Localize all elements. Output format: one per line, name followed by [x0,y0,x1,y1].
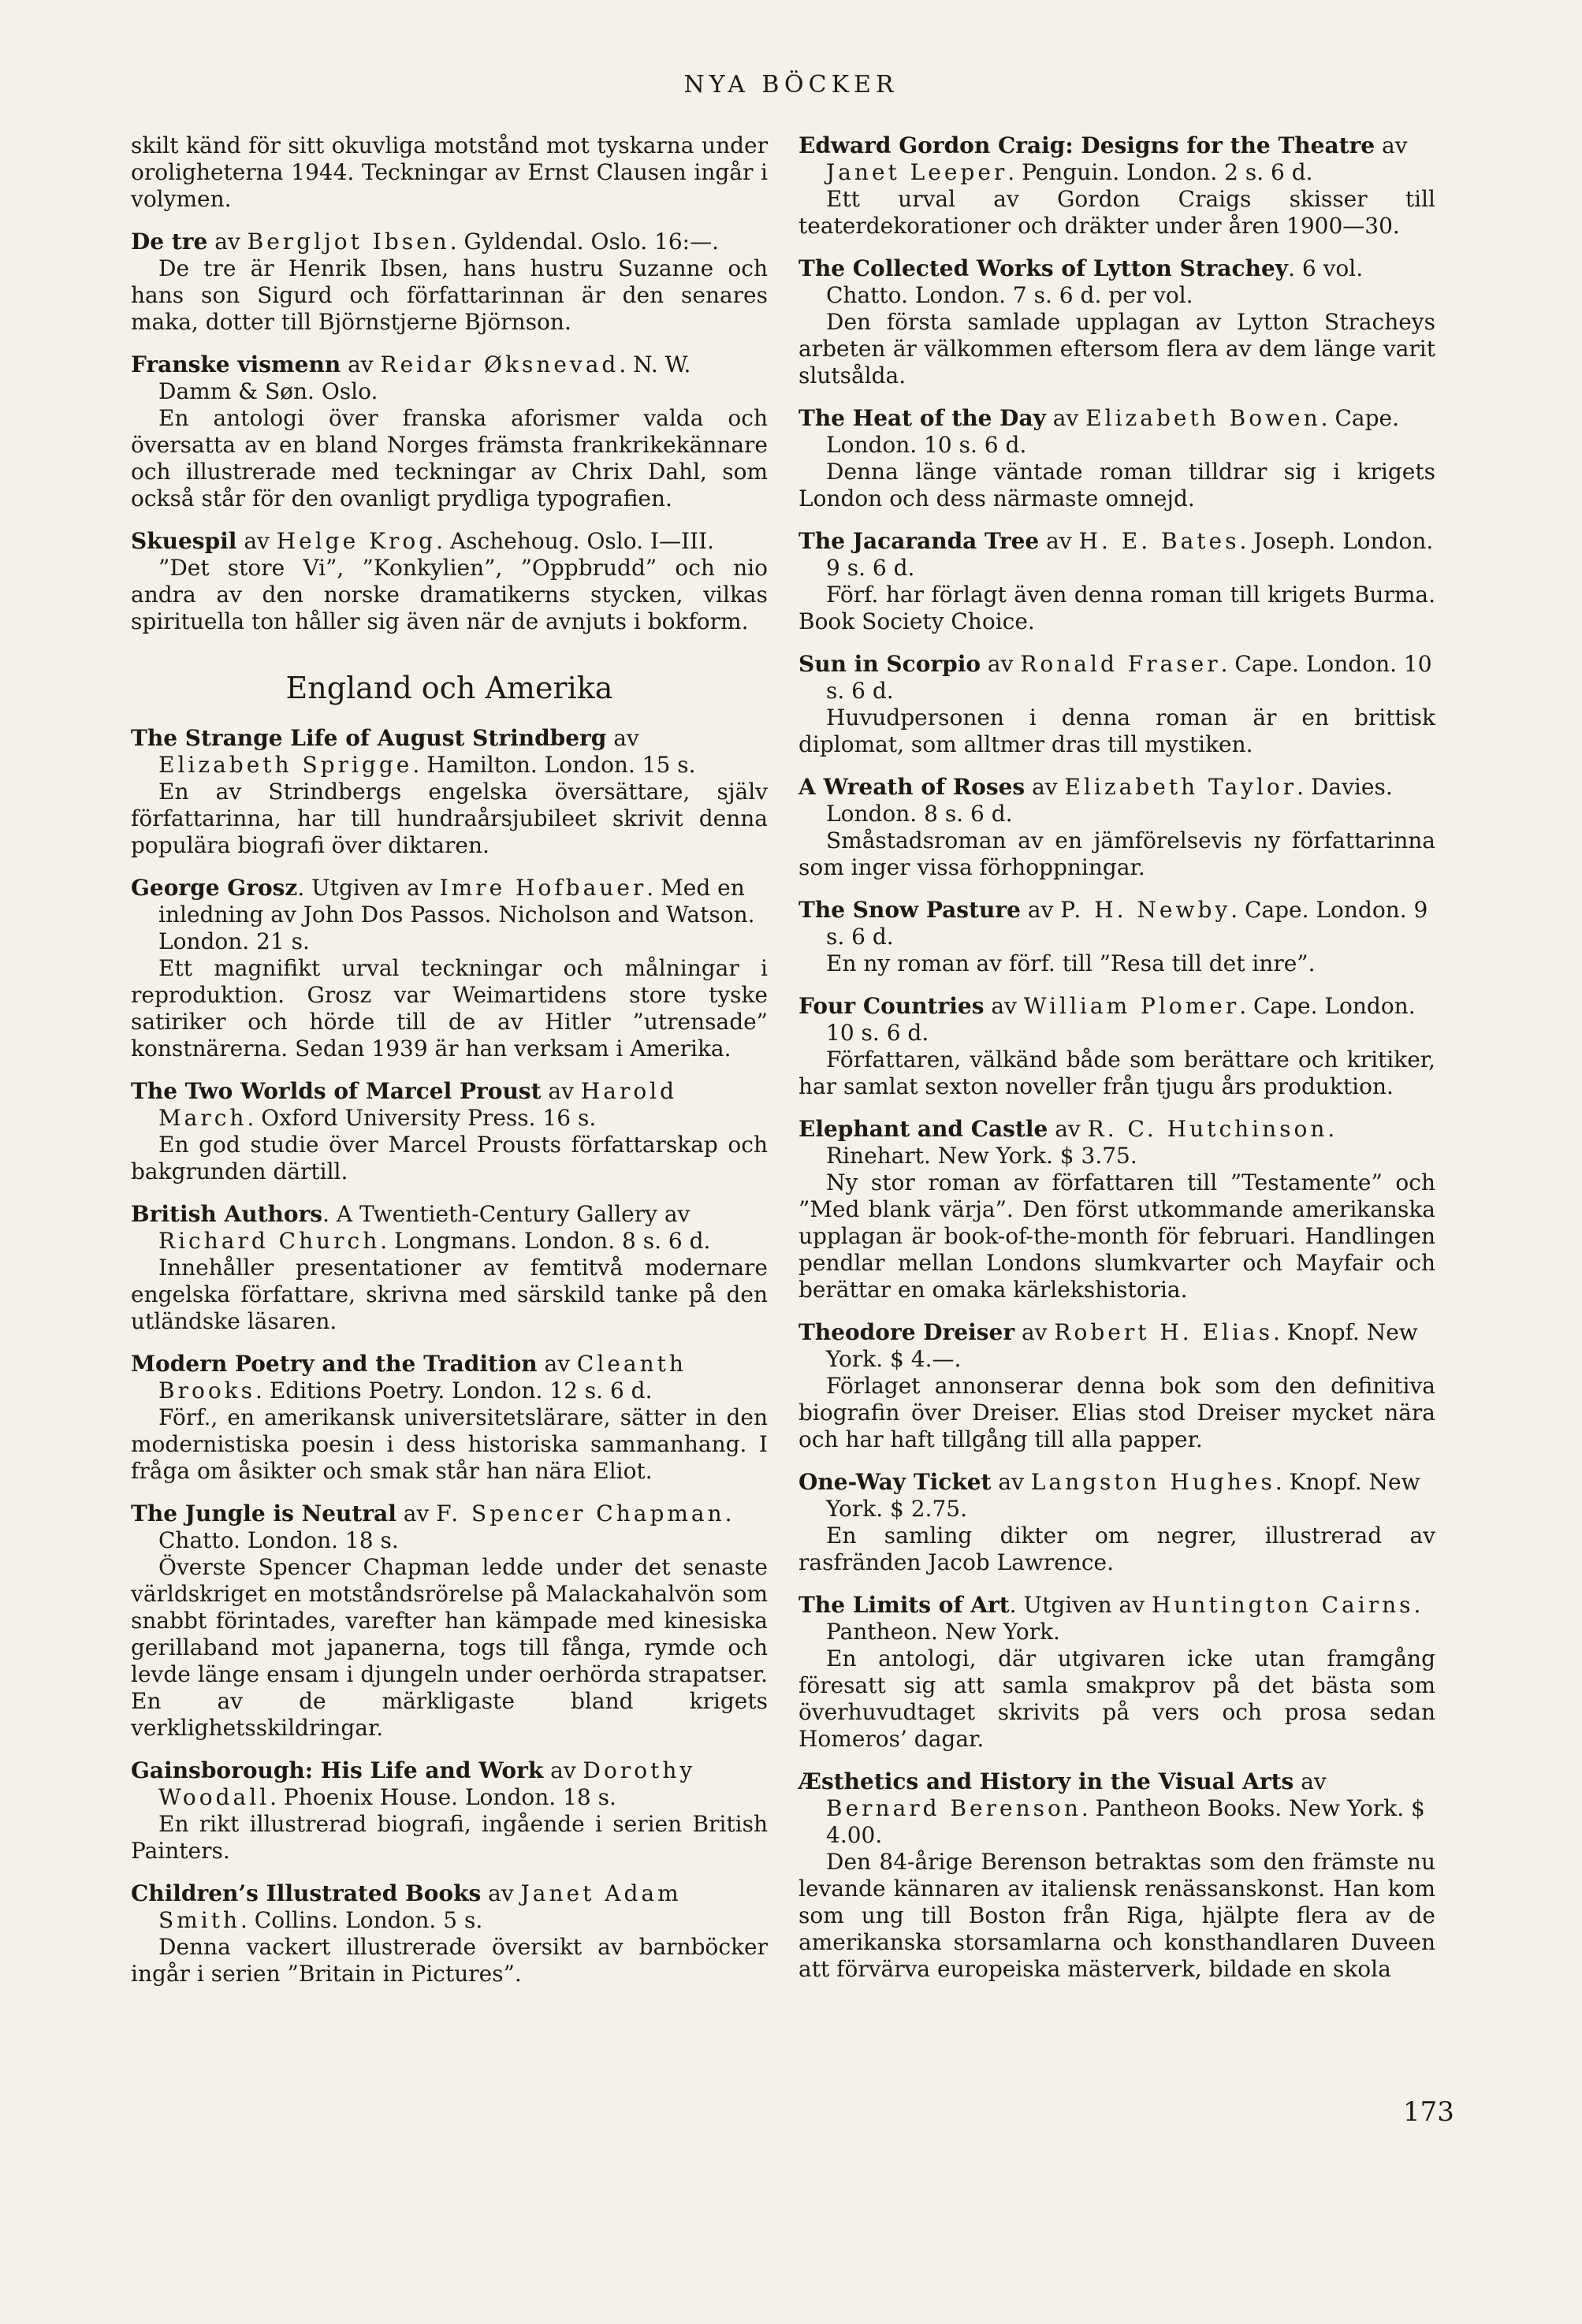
book-author: Huntington Cairns [1151,1592,1414,1618]
section-heading: England och Amerika [285,671,613,705]
publication-details: . Pantheon. New York. [826,1592,1421,1645]
book-title: Modern Poetry and the Tradition [131,1351,538,1377]
publication-details: . Gyldendal. Oslo. 16:—. [449,229,719,255]
book-entry [131,1201,768,1335]
book-author: Harold March [158,1078,678,1131]
book-description: En samling dikter om negrer, illustrerad av rasfränden Jacob Lawrence. [798,1523,1435,1575]
book-entry [798,1116,1435,1303]
publication-details: . Oxford University Press. 16 s. [247,1105,597,1131]
publication-details: . Cape. London. 10 s. 6 d. [826,405,1399,458]
publication-details: . Aschehoug. Oslo. I—III. [436,528,715,554]
continued-text: skilt känd för sitt okuvliga motstånd mot tyskarna under oroligheterna 1944. Teckningar av Ernst Clausen ingår i volymen. [131,132,768,212]
entry-citation [798,897,1435,950]
right-column [798,132,1435,1999]
book-author: R. C. Hutchinson [1087,1116,1328,1142]
book-entry [798,1768,1435,1983]
citation-connector: . Utgiven av [1009,1592,1152,1618]
book-entry [798,528,1435,635]
book-entry [131,229,768,336]
entry-citation [131,725,768,779]
book-title: The Jacaranda Tree [798,528,1040,554]
book-author: Langston Hughes [1030,1469,1275,1495]
book-author: Richard Church [158,1228,381,1254]
book-title: Theodore Dreiser [798,1319,1015,1345]
book-description: Överste Spencer Chapman ledde under det senaste världskriget en motståndsrörelse på Malackahalvön som snabbt förintades, varefter han kämpade med kinesiska gerillaband mot japanerna, togs till fånga, rymde och levde länge ensam i djungeln under oerhörda strapatser. En av de märkligaste bland krigets verklighetsskildringar. [131,1554,768,1741]
book-description: Författaren, välkänd både som berättare och kritiker, har samlat sexton noveller från tjugu års produktion. [798,1047,1435,1099]
page-number: 173 [1403,2096,1454,2128]
publication-details: . Longmans. London. 8 s. 6 d. [380,1228,711,1254]
book-description: En ny roman av förf. till ”Resa till det inre”. [826,950,1316,976]
book-author: Janet Leeper [826,159,1008,185]
publication-details: 6 vol. Chatto. London. 7 s. 6 d. per vol. [826,255,1364,308]
book-author: F. Spencer Chapman [436,1500,725,1526]
book-description: Den första samlade upplagan av Lytton Stracheys arbeten är välkommen eftersom flera av dem länge varit slutsålda. [798,309,1435,389]
book-description: Innehåller presentationer av femtitvå modernare engelska författare, skrivna med särskild tanke på den utländske läsaren. [131,1255,768,1334]
book-title: Æsthetics and History in the Visual Arts [798,1768,1294,1794]
book-author: Cleanth Brooks [158,1351,687,1404]
citation-connector: av [207,229,248,255]
book-title: Gainsborough: His Life and Work [131,1757,544,1783]
book-author: Elizabeth Taylor [1064,774,1297,800]
book-title: George Grosz [131,875,298,901]
entry-citation [798,1319,1435,1373]
citation-connector: av [1294,1768,1327,1794]
book-entry [798,897,1435,977]
book-title: Franske vismenn [131,351,341,377]
book-author: Dorothy Woodall [158,1757,696,1810]
book-entry [131,725,768,859]
book-author: Bergljot Ibsen [247,229,450,255]
entry-citation [131,1500,768,1554]
publication-details: . Knopf. New York. $ 2.75. [826,1469,1420,1522]
book-description: En antologi, där utgivaren icke utan framgång föresatt sig att samla smakprov på det bästa som överhuvudtaget skrivits på vers och prosa sedan Homeros’ dagar. [798,1645,1435,1752]
left-column [131,132,768,2003]
publication-details: . Collins. London. 5 s. [240,1907,483,1933]
citation-connector: . [1288,255,1302,281]
citation-connector: av [541,1078,581,1104]
entry-citation [798,1116,1435,1169]
book-description: Ett magnifikt urval teckningar och målningar i reproduktion. Grosz var Weimartidens store tyske satiriker och hörde till de av Hitler ”utrensade” konstnärerna. Sedan 1939 är han verksam i Amerika. [131,955,768,1062]
book-author: H. E. Bates [1078,528,1240,554]
book-author: Bernard Berenson [826,1795,1081,1821]
entry-citation [131,1351,768,1404]
entry-citation [798,528,1435,582]
book-description: En av Strindbergs engelska översättare, själv författarinna, har till hundraårsjubileet skrivit denna populära biografi över diktaren. [131,779,768,858]
book-title: The Snow Pasture [798,897,1021,923]
book-entry [131,1880,768,1987]
book-description: En antologi över franska aforismer valda och översatta av en bland Norges främsta frankrikekännare och illustrerade med teckningar av Chrix Dahl, som också står för den ovanligt prydliga typografien. [131,405,768,511]
citation-connector: av [481,1880,521,1906]
citation-connector: av [984,993,1024,1019]
book-entry [798,1592,1435,1753]
publication-details: . Davies. London. 8 s. 6 d. [826,774,1393,827]
publication-details: . Phoenix House. London. 18 s. [270,1784,616,1810]
book-description: Förf., en amerikansk universitetslärare, sätter in den modernistiska poesin i dess historiska sammanhang. I fråga om åsikter och smak står han nära Eliot. [131,1404,768,1484]
book-entry [798,1319,1435,1453]
entry-citation [131,528,768,555]
citation-connector: av [537,1351,577,1377]
publication-details: . Cape. London. 10 s. 6 d. [826,651,1432,704]
publication-details: . Pantheon Books. New York. $ 4.00. [826,1795,1425,1848]
book-entry [798,405,1435,512]
entry-citation [798,255,1435,309]
entry-citation [131,229,768,255]
book-description: Förlaget annonserar denna bok som den definitiva biografin över Dreiser. Elias stod Dreiser mycket nära och har haft tillgång till alla papper. [798,1373,1435,1452]
book-title: The Limits of Art [798,1592,1010,1618]
book-title: The Two Worlds of Marcel Proust [131,1078,542,1104]
citation-connector: . A Twentieth-Century Gallery av [322,1201,690,1227]
citation-connector: av [396,1500,437,1526]
book-author: Helge Krog [276,528,437,554]
book-entry [131,1351,768,1485]
book-description: Småstadsroman av en jämförelsevis ny författarinna som inger vissa förhoppningar. [798,827,1435,880]
book-description: Denna vackert illustrerade översikt av barnböcker ingår i serien ”Britain in Pictures”. [131,1934,768,1987]
book-author: Elizabeth Bowen [1085,405,1321,431]
citation-connector: av [236,528,277,554]
book-author: Imre Hofbauer [439,875,647,901]
book-description: Ett urval av Gordon Craigs skisser till teaterdekorationer och dräkter under åren 1900—30. [798,186,1435,239]
book-author: P. H. Newby [1060,897,1231,923]
entry-citation [798,1768,1435,1849]
publication-details: . Chatto. London. 18 s. [158,1500,732,1553]
entry-citation [798,993,1435,1047]
publication-details: . Penguin. London. 2 s. 6 d. [1007,159,1313,185]
book-title: Skuespil [131,528,237,554]
publication-details: . Med en inledning av John Dos Passos. Nicholson and Watson. London. 21 s. [158,875,755,954]
book-description: En rikt illustrerad biografi, ingående i serien British Painters. [131,1811,768,1864]
book-author: Janet Adam Smith [158,1880,682,1933]
book-title: The Jungle is Neutral [131,1500,396,1526]
citation-connector: av [1025,774,1065,800]
entry-citation [131,1078,768,1132]
entry-citation [131,1880,768,1934]
book-entry [798,132,1435,240]
book-title: The Heat of the Day [798,405,1046,431]
publication-details: . Hamilton. London. 15 s. [412,752,696,778]
book-author: Reidar Øksnevad [380,351,620,377]
publication-details: . Rinehart. New York. $ 3.75. [826,1116,1335,1169]
publication-details: . Editions Poetry. London. 12 s. 6 d. [255,1378,653,1404]
citation-connector: av [1375,132,1408,158]
book-entry [798,651,1435,758]
publication-details: . Joseph. London. 9 s. 6 d. [826,528,1434,581]
publication-details: . Knopf. New York. $ 4.—. [826,1319,1418,1372]
book-entry [131,1500,768,1742]
citation-connector: av [341,351,381,377]
book-author: William Plomer [1023,993,1240,1019]
book-description: Huvudpersonen i denna roman är en brittisk diplomat, som alltmer dras till mystiken. [798,705,1435,757]
entry-citation [131,1757,768,1811]
citation-connector: av [1048,1116,1088,1142]
book-title: British Authors [131,1201,323,1227]
entry-citation [798,132,1435,186]
book-entry [131,1078,768,1185]
book-author: Ronald Fraser [1020,651,1221,677]
book-title: De tre [131,229,208,255]
book-entry [131,875,768,1062]
book-author: Robert H. Elias [1054,1319,1273,1345]
book-title: The Collected Works of Lytton Strachey [798,255,1289,281]
book-description: ”Det store Vi”, ”Konkylien”, ”Oppbrudd” och nio andra av den norske dramatikerns stycken, vilkas spirituella ton håller sig även när de avnjuts i bokform. [131,555,768,634]
book-title: One-Way Ticket [798,1469,992,1495]
book-description: Denna länge väntade roman tilldrar sig i krigets London och dess närmaste omnejd. [798,459,1435,511]
book-title: Elephant and Castle [798,1116,1048,1142]
book-title: The Strange Life of August Strindberg [131,725,607,751]
publication-details: . Cape. London. 9 s. 6 d. [826,897,1428,950]
entry-citation [798,1592,1435,1645]
entry-citation [131,875,768,955]
book-description: Förf. har förlagt även denna roman till krigets Burma. Book Society Choice. [798,582,1435,634]
book-description: Ny stor roman av författaren till ”Testamente” och ”Med blank värja”. Den först utkommande amerikanska upplagan är book-of-the-month för februari. Handlingen pendlar mellan Londons slumkvarter och Mayfair och berättar en omaka kärlekshistoria. [798,1169,1435,1303]
entry-citation [131,1201,768,1255]
book-title: A Wreath of Roses [798,774,1026,800]
citation-connector: av [1045,405,1086,431]
publication-details: . N. W. Damm & Søn. Oslo. [158,351,691,404]
entry-citation [798,651,1435,705]
book-title: Four Countries [798,993,985,1019]
book-entry [131,351,768,512]
book-title: Children’s Illustrated Books [131,1880,482,1906]
book-entry [131,528,768,635]
book-entry [798,774,1435,881]
book-entry [798,1469,1435,1576]
citation-connector: av [606,725,639,751]
book-description: De tre är Henrik Ibsen, hans hustru Suzanne och hans son Sigurd och författarinnan är den senares maka, dotter till Björnstjerne Björnson. [131,255,768,335]
book-description: En god studie över Marcel Prousts författarskap och bakgrunden därtill. [131,1132,768,1184]
book-entry [798,255,1435,389]
entry-citation [798,1469,1435,1523]
entry-citation [131,351,768,405]
citation-connector: av [1020,897,1061,923]
book-title: Sun in Scorpio [798,651,981,677]
entry-citation [798,774,1435,827]
citation-connector: av [543,1757,583,1783]
book-description: Den 84-årige Berenson betraktas som den främste nu levande kännaren av italiensk renässanskonst. Han kom som ung till Boston från Riga, hjälpte flera av de amerikanska storsamlarna och konsthandlaren Duveen att förvärva europeiska mästerverk, bildade en skola [798,1849,1435,1982]
book-author: Elizabeth Sprigge [158,752,413,778]
book-entry [131,1757,768,1865]
citation-connector: av [1014,1319,1055,1345]
book-title: Edward Gordon Craig: Designs for the Theatre [798,132,1375,158]
citation-connector: av [981,651,1021,677]
citation-connector: av [1039,528,1079,554]
publication-details: . Cape. London. 10 s. 6 d. [826,993,1416,1046]
book-entry [798,993,1435,1100]
running-header: NYA BÖCKER [683,71,899,99]
citation-connector: av [991,1469,1031,1495]
entry-citation [798,405,1435,459]
citation-connector: . Utgiven av [297,875,440,901]
